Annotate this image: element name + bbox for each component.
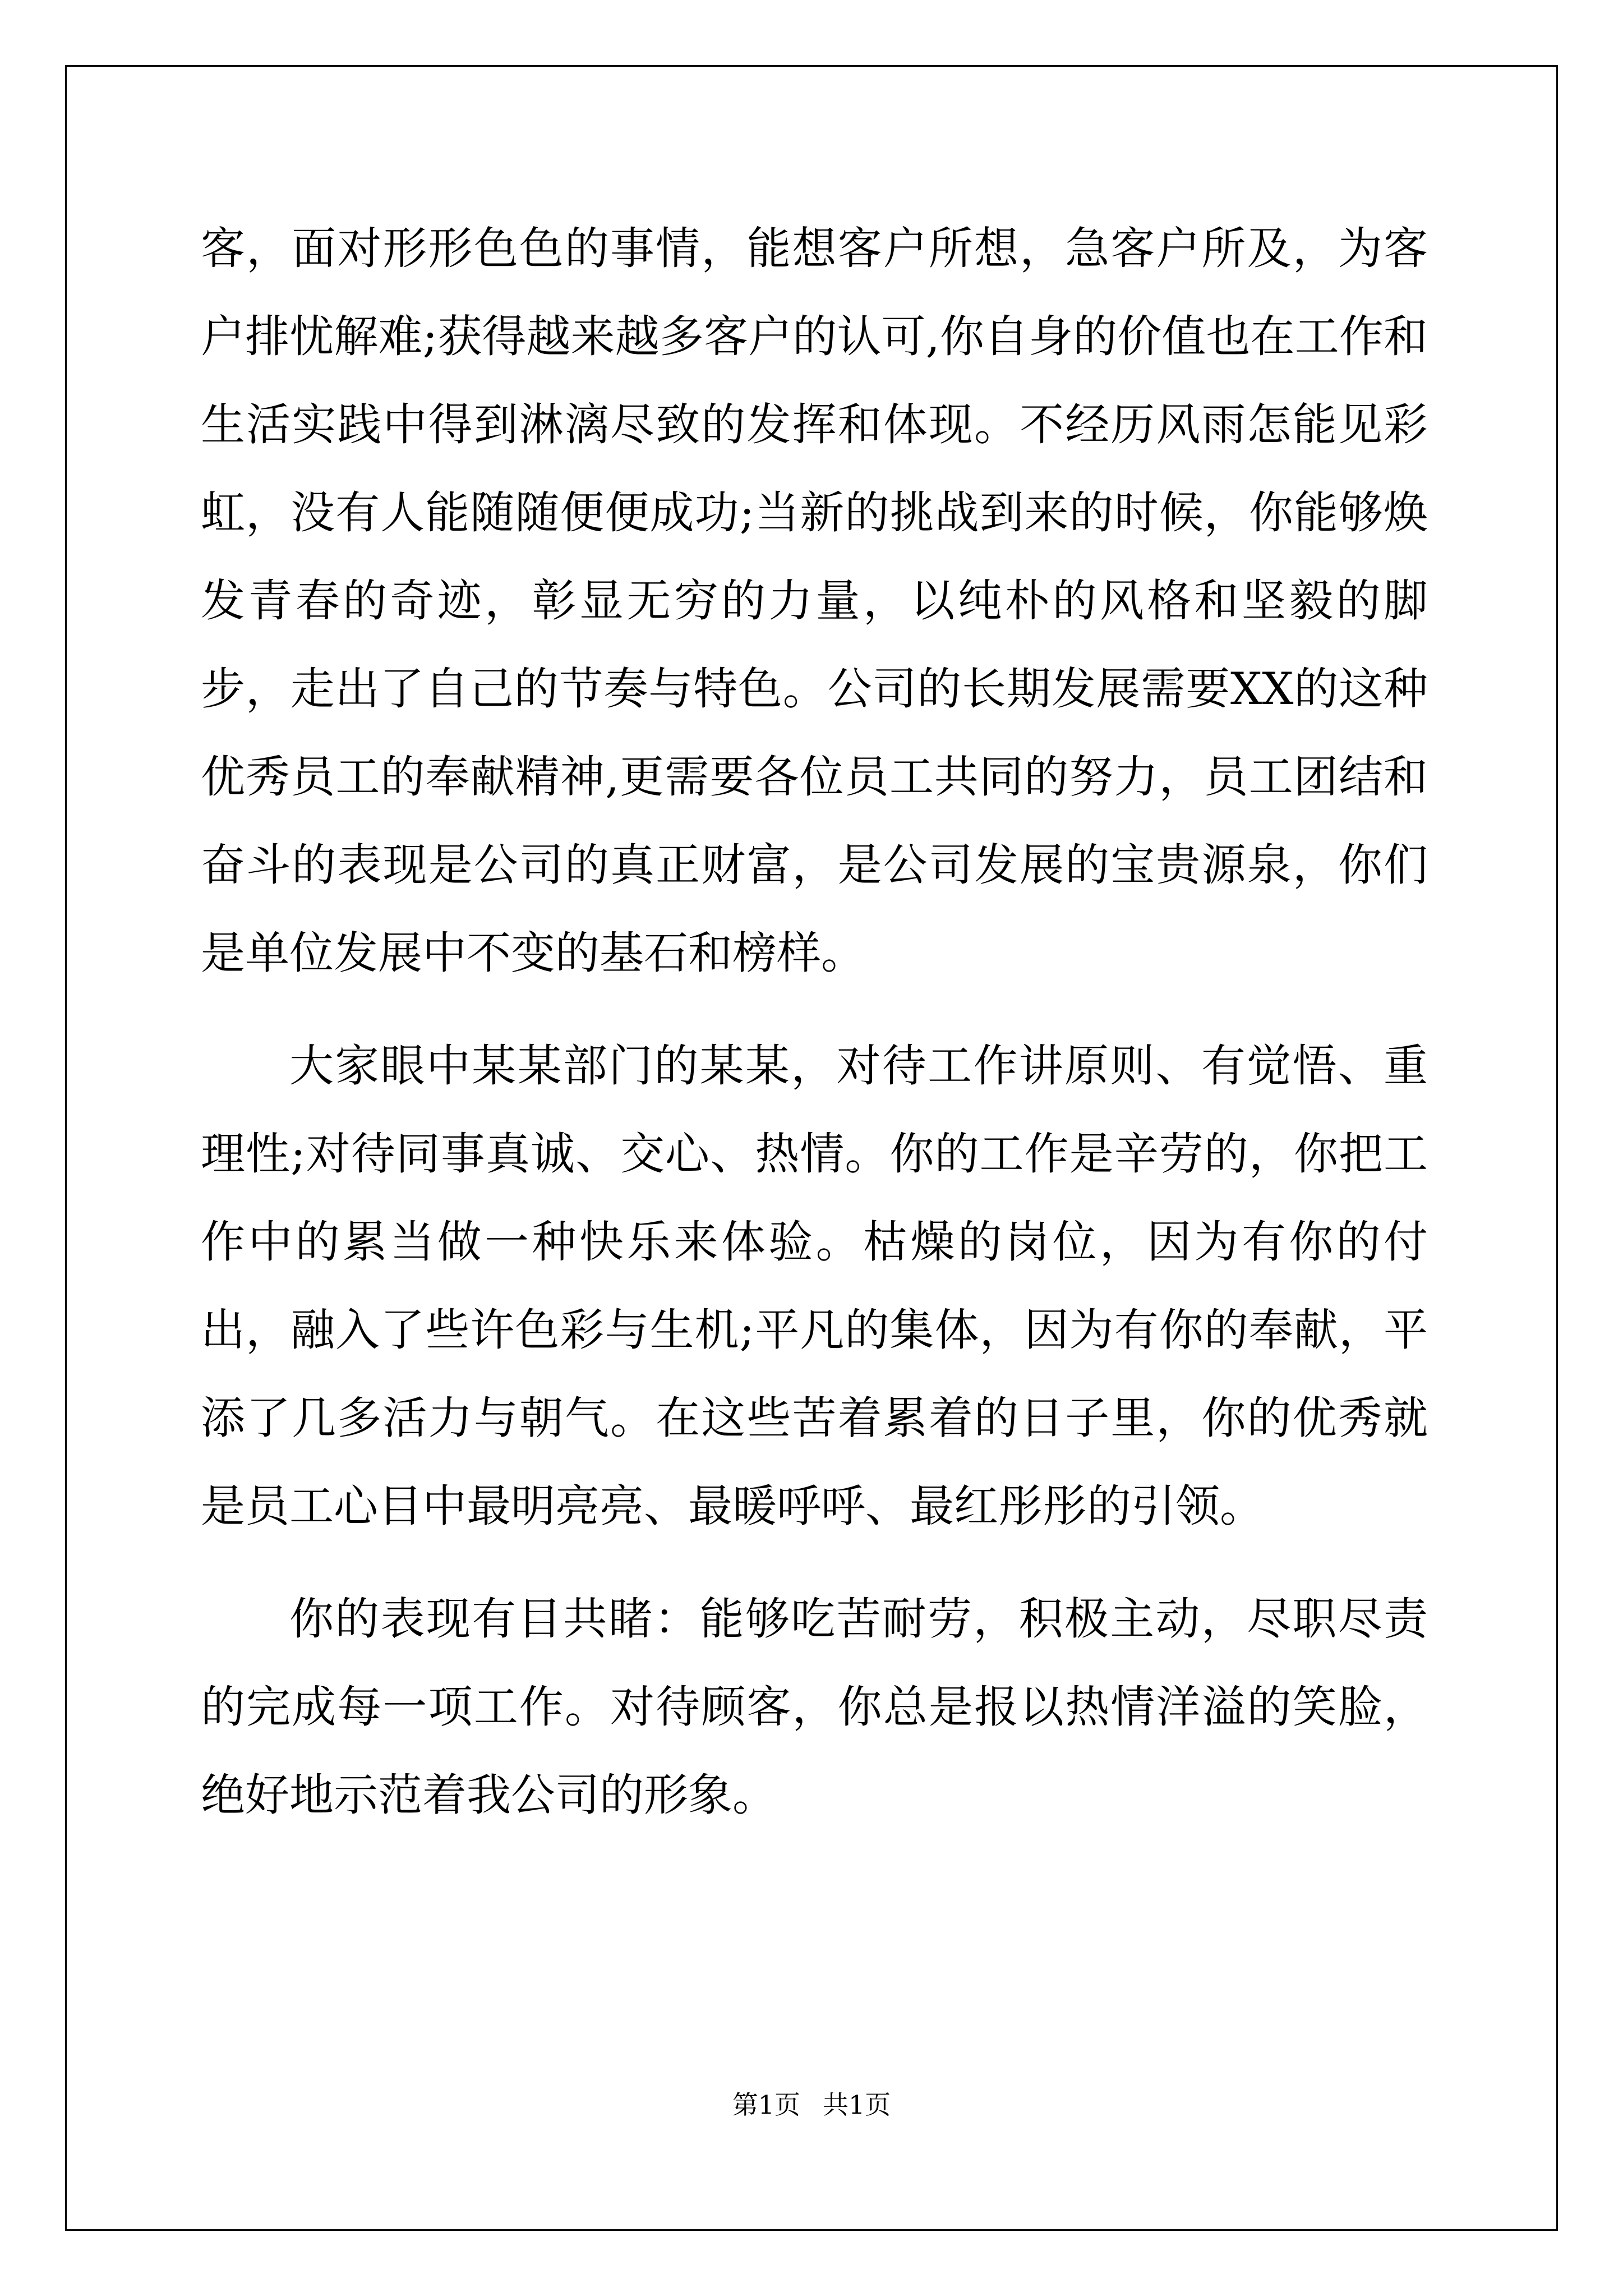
page-footer bbox=[0, 2088, 1623, 2122]
page-number-current: 第1页 bbox=[732, 2090, 800, 2120]
paragraph-2: 大家眼中某某部门的某某，对待工作讲原则、有觉悟、重理性;对待同事真诚、交心、热情。你的工作是辛劳的，你把工作中的累当做一种快乐来体验。枯燥的岗位，因为有你的付出，融入了些许色彩与生机;平凡的集体，因为有你的奉献，平添了几多活力与朝气。在这些苦着累着的日子里，你的优秀就是员工心目中最明亮亮、最暖呼呼、最红彤彤的引领。 bbox=[201, 1040, 1428, 1532]
document-body bbox=[201, 205, 1428, 1839]
page-number-total: 共1页 bbox=[823, 2090, 891, 2120]
paragraph-1: 客，面对形形色色的事情，能想客户所想，急客户所及，为客户排忧解难;获得越来越多客户的认可,你自身的价值也在工作和生活实践中得到淋漓尽致的发挥和体现。不经历风雨怎能见彩虹，没有人能随随便便成功;当新的挑战到来的时候，你能够焕发青春的奇迹，彰显无穷的力量，以纯朴的风格和坚毅的脚步，走出了自己的节奏与特色。公司的长期发展需要XX的这种优秀员工的奉献精神,更需要各位员工共同的努力，员工团结和奋斗的表现是公司的真正财富，是公司发展的宝贵源泉，你们是单位发展中不变的基石和榜样。 bbox=[201, 223, 1428, 979]
paragraph-3: 你的表现有目共睹：能够吃苦耐劳，积极主动，尽职尽责的完成每一项工作。对待顾客，你总是报以热情洋溢的笑脸，绝好地示范着我公司的形象。 bbox=[201, 1593, 1428, 1821]
